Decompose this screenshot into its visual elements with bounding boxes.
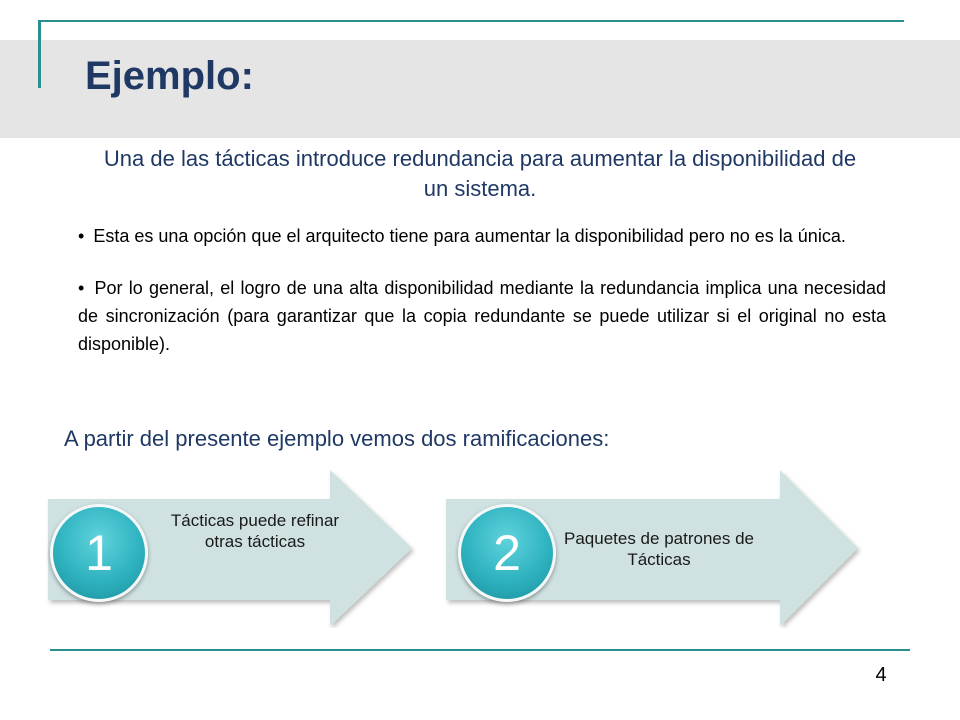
bullet-text: Esta es una opción que el arquitecto tiene para aumentar la disponibilidad pero no es la única.: [93, 226, 846, 246]
bullet-marker: •: [78, 226, 85, 246]
step-text: Paquetes de patrones de Tácticas: [564, 529, 754, 569]
bullet-list: [78, 222, 886, 382]
frame-left-rule: [38, 20, 41, 88]
bullet-text: Por lo general, el logro de una alta disponibilidad mediante la redundancia implica una necesidad de sincronización (para garantizar que la copia redundante se puede utilizar si el original no esta disponible).: [78, 278, 886, 354]
step-arrow-2: [442, 466, 862, 628]
intro-line: A partir del presente ejemplo vemos dos ramificaciones:: [64, 426, 610, 451]
bullet-item: [78, 274, 886, 358]
bullet-item: [78, 222, 886, 250]
frame-top-rule: [38, 20, 904, 22]
step-number-circle: 2: [458, 504, 556, 602]
step-arrow-1: [34, 466, 454, 628]
bullet-marker: •: [78, 278, 85, 298]
page-number: 4: [875, 664, 887, 686]
step-text: Tácticas puede refinar otras tácticas: [170, 511, 340, 551]
subtitle: Una de las tácticas introduce redundancia para aumentar la disponibilidad de un sistema.: [103, 146, 857, 201]
footer-rule: [50, 649, 910, 651]
step-number-circle: 1: [50, 504, 148, 602]
page-title: Ejemplo:: [85, 54, 254, 98]
